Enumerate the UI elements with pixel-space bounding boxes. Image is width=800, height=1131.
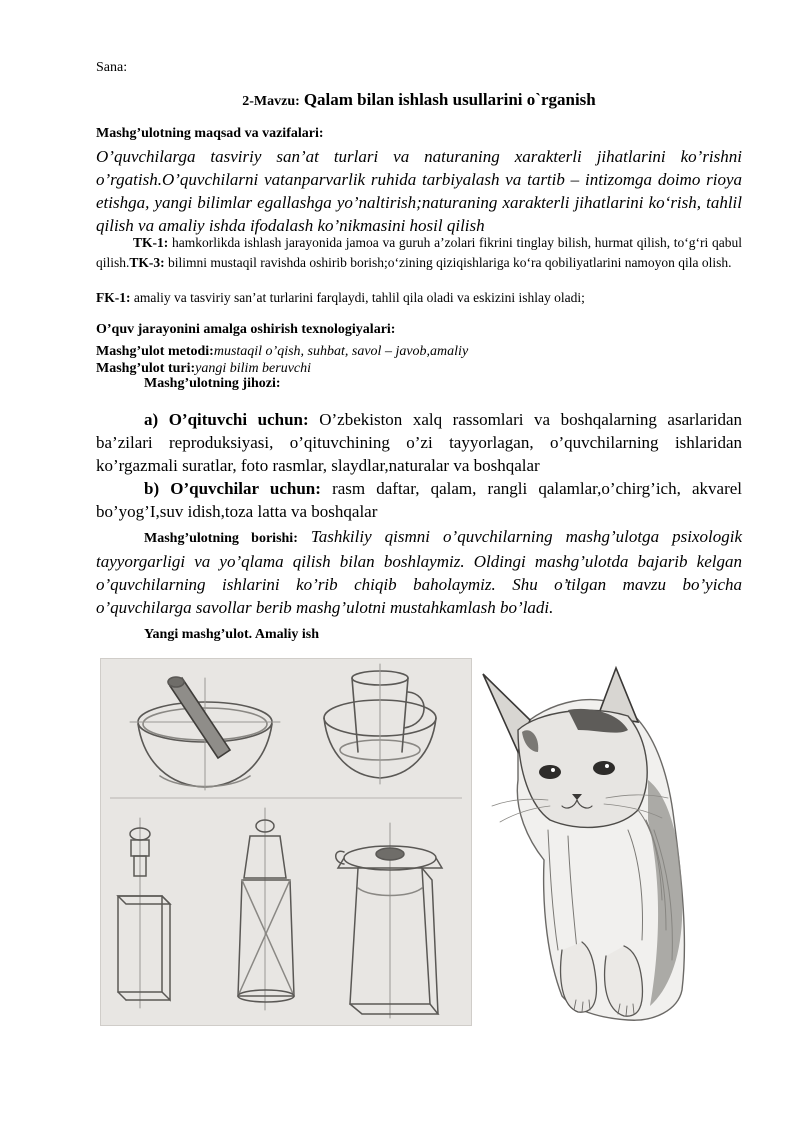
equipment-teacher [96,408,742,477]
competency-tk [96,233,742,272]
lesson-flow-text: Tashkiliy qismni o’quvchilarning mashg’ulotga psixologik tayyorgarligi va yo’qlama qilish bilan boshlaymiz. Oldingi mashg’ulotda bajarib kelgan o’quvchilarning ishlarini ko’rib chiqib baholaymiz. Shu o’tilgan mavzu bo’yicha o’quvchilarga savollar berib mashg’ulotni mustahkamlash bo’ladi. [96,527,742,617]
new-lesson-heading: Yangi mashg’ulot. Amaliy ish [144,627,320,642]
equipment-a-text: O’zbekiston xalq rassomlari va boshqalarning asarlaridan ba’zilari reproduksiyasi, o’qituvchining o’zi tayyorlagan, o’quvchilarning ishlaridan ko’rgazmali suratlar, foto rasmlar, slaydlar,naturalar va boshqalar [96,410,742,475]
type-value: yangi bilim beruvchi [195,361,312,376]
method-label: Mashg’ulot metodi: [96,344,214,359]
competency-fk [96,288,742,307]
equipment-students [96,477,742,523]
equipment-b-text: rasm daftar, qalam, rangli qalamlar,o’chirg’ich, akvarel bo’yog’I,suv idish,toza latta va boshqalar [96,479,742,521]
equipment-heading: Mashg’ulotning jihozi: [144,376,281,391]
lesson-flow-label: Mashg’ulotning borishi: [144,531,298,546]
still-life-sketch-image [100,658,472,1026]
method-value: mustaqil o’qish, suhbat, savol – javob,amaliy [213,344,469,359]
tk1-label: TK-1: [133,235,169,250]
topic-title-text: Qalam bilan ishlash usullarini o`rganish [303,90,596,109]
fk1-text: amaliy va tasviriy san’at turlarini farqlaydi, tahlil qila oladi va eskizini ishlay oladi; [130,290,585,305]
topic-title [96,90,742,110]
date-label: Sana: [96,60,128,75]
goals-heading: Mashg’ulotning maqsad va vazifalari: [96,126,324,141]
topic-number: 2-Mavzu: [242,94,300,109]
tk3-text: bilimni mustaqil ravishda oshirib borish;o‘zining qiziqishlariga ko‘ra qobiliyatlarini namoyon qila olish. [164,254,732,270]
lesson-flow [96,525,742,619]
kitten-sketch-image [478,660,714,1026]
equipment-b-label: b) O’quvchilar uchun: [144,479,321,498]
goals-text: O’quvchilarga tasviriy san’at turlari va naturaning xarakterli jihatlarini ko’rishni o’rgatish.O’quvchilarni vatanparvarlik ruhida tarbiyalash va tartib – intizomga doimo rioya etishga, yangi bilimlar egallashga yo’naltirish;naturaning xarakterli jihatlarini ko‘rish, tahlil qilish va amaliy ishda ifodalash ko’nikmasini hosil qilish [96,147,742,235]
fk1-label: FK-1: [96,290,131,305]
type-label: Mashg’ulot turi: [96,361,196,376]
equipment-a-label: a) O’qituvchi uchun: [144,410,309,429]
tk1-text: hamkorlikda ishlash jarayonida jamoa va guruh a’zolari fikrini tinglay bilish, hurmat qilish, to‘g‘ri qabul qilish. [96,235,742,270]
technology-heading: O’quv jarayonini amalga oshirish texnologiyalari: [96,322,396,337]
tk3-label: TK-3: [129,254,165,270]
